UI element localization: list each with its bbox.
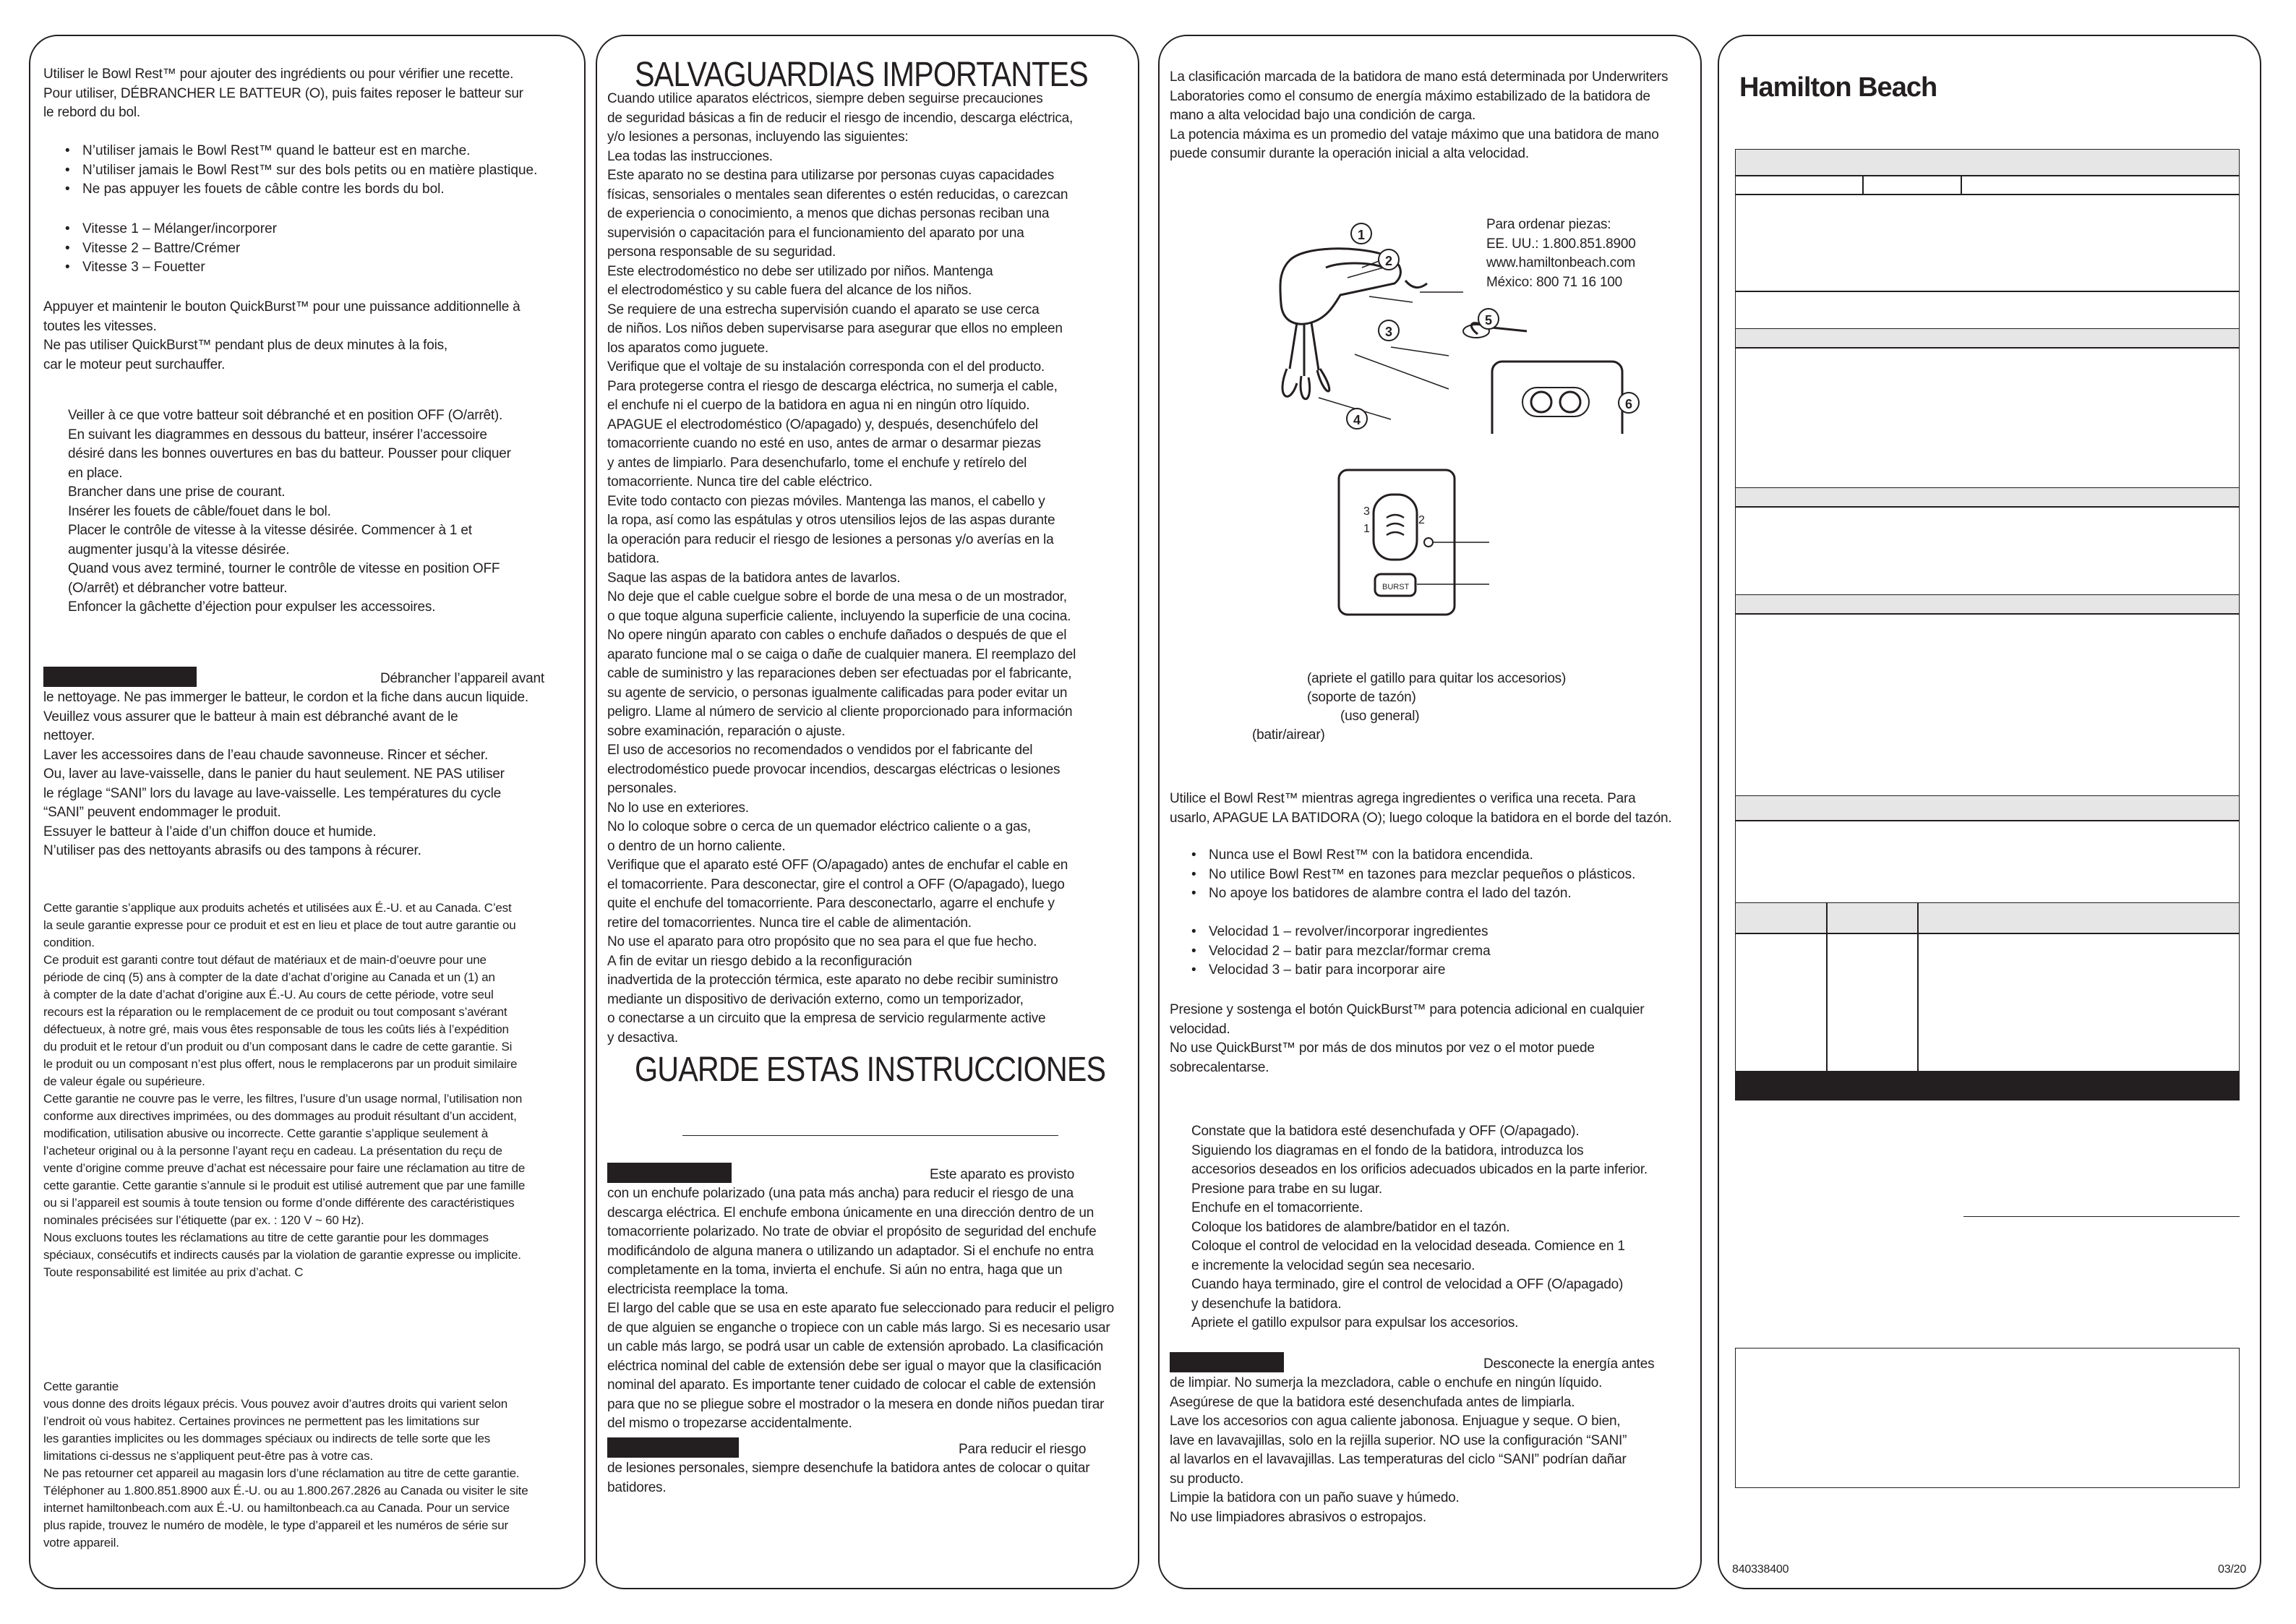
form-section-bar xyxy=(1735,328,2240,349)
form-table-col-divider xyxy=(1917,902,1919,1072)
legend-eject: (apriete el gatillo para quitar los accesorios) xyxy=(1307,671,1567,686)
part-number: 840338400 xyxy=(1732,1563,1789,1576)
legend-general-use: (uso general) xyxy=(1340,709,1420,724)
bowl-rest-bullets-es xyxy=(1183,846,1715,904)
list-item: • No apoye los batidores de alambre contra el lado del tazón. xyxy=(1209,884,1715,904)
legal-rights-fr: Cette garantie vous donne des droits légaux précis. Vous pouvez avoir d’autres droits qui varient selon l’endroit où vous habitez. Certaines provinces ne permettent pas les limitations sur les garanties implicites ou les dommages spéciaux ou indirects de telle sorte que les limitations ci-dessus ne s’appliquent peut-être pas à votre cas. Ne pas retourner cet appareil au magasin lors d’une réclamation au titre de cette garantie. Téléphoner au 1.800.851.8900 aux É.-U. ou au 1.800.267.2826 au Canada ou visiter le site internet hamiltonbeach.com aux É.-U. ou hamiltonbeach.ca au Canada. Pour un service plus rapide, trouvez le numéro de modèle, le type d’appareil et les numéros de série sur votre appareil. xyxy=(43,1380,528,1550)
legend-whip: (batir/airear) xyxy=(1252,727,1325,743)
list-item: • Vitesse 1 – Mélanger/incorporer xyxy=(82,220,588,239)
cleaning-es: de limpiar. No sumerja la mezcladora, cable o enchufe en ningún líquido. Asegúrese de que la batidora esté desenchufada antes de limpiarla. Lave los accesorios con agua caliente jabonosa. Enjuague y seque. O bien, lave en lavavajillas, solo en la rejilla superior. NO use la configuración “SANI” al lavarlos en el lavavajillas. Las temperaturas del ciclo “SANI” podrían dañar su producto. Limpie la batidora con un paño suave y húmedo. No use limpiadores abrasivos o estropajos. xyxy=(1170,1375,1627,1525)
list-item: • Vitesse 2 – Battre/Crémer xyxy=(82,239,588,259)
callout-1: 1 xyxy=(1350,223,1372,244)
section-bar-plug xyxy=(607,1163,732,1183)
speed-bullets-fr xyxy=(56,220,588,278)
callout-3: 3 xyxy=(1378,320,1400,341)
cleaning-lead-fr: Débrancher l’appareil avant xyxy=(380,671,544,686)
speed-bullets-es xyxy=(1183,923,1715,980)
save-instructions-heading: GUARDE ESTAS INSTRUCCIONES xyxy=(635,1051,1106,1089)
form-box-2 xyxy=(1735,291,2240,330)
callout-4: 4 xyxy=(1346,408,1368,429)
form-section-bar xyxy=(1735,594,2240,615)
section-bar-cleaning-es xyxy=(1170,1352,1284,1372)
panel-safeguards xyxy=(596,35,1139,1589)
callout-5: 5 xyxy=(1478,308,1499,330)
control-detail-box xyxy=(1492,362,1622,434)
list-item: • Velocidad 1 – revolver/incorporar ingredientes xyxy=(1209,923,1715,942)
form-section-bar xyxy=(1735,487,2240,508)
dial-mark-1: 1 xyxy=(1363,523,1370,535)
plug-text: con un enchufe polarizado (una pata más ancha) para reducir el riesgo de una descarga eléctrica. El enchufe embona únicamente en una dirección dentro de un tomacorriente polarizado. No trate de obviar el propósito de seguridad del enchufe modificándolo de alguna manera o utilizando un adaptador. Si el enchufe no entra completamente en la toma, invierta el enchufe. Si aún no entra, haga que un electricista reemplace la toma. El largo del cable que se usa en este aparato fue seleccionado para reducir el peligro de que alguien se enganche o tropiece con un cable más largo. Si es necesario usar un cable más largo, se podrá usar un cable de extensión aprobado. La clasificación eléctrica nominal del cable de extensión debe ser igual o mayor que la clasificación nominal del aparato. Es importante tener cuidado de colocar el cable de extensión para que no se pliegue sobre el mostrador o la mesera en donde niños puedan tirar del mismo o tropezarse accidentalmente. xyxy=(607,1186,1115,1431)
callout-2: 2 xyxy=(1378,249,1400,270)
form-box-5 xyxy=(1735,613,2240,797)
speed-dial xyxy=(1374,495,1417,560)
warranty-fr: Cette garantie s’applique aux produits achetés et utilisées aux É.-U. et au Canada. C’est la seule garantie expresse pour ce produit et est en lieu et place de tout autre garantie ou condition. Ce produit est garanti contre tout défaut de matériaux et de main-d’oeuvre pour une période de cinq (5) ans à compter de la date d’achat d’origine au Canada et un (1) an à compter de la date d’achat d’origine aux É.-U. Au cours de cette période, votre seul recours est la réparation ou le remplacement de ce produit ou tout composant s’avérant défectueux, à notre gré, mais vous êtes responsable de tous les coûts liés à l’expédition du produit et le retour d’un produit ou d’un composant dans le cadre de cette garantie. Si le produit ou un composant n’est plus offert, nous le remplacerons par un produit similaire de valeur égale ou supérieure. Cette garantie ne couvre pas le verre, les filtres, l’usure d’un usage normal, l’utilisation non conforme aux directives imprimées, ou des dommages au produit résultant d’un accident, modification, utilisation abusive ou incorrecte. Cette garantie s’applique seulement à l’acheteur original ou à la personne l’ayant reçu en cadeau. La présentation du reçu de vente d’origine comme preuve d’achat est nécessaire pour faire une réclamation au titre de cette garantie. Cette garantie s’annule si le produit est utilisé autrement que par une famille ou si l’appareil est soumis à toute tension ou forme d’onde différente des caractéristiques nominales précisées sur l’étiquette (par ex. : 120 V ~ 60 Hz). Nous excluons toutes les réclamations au titre de cette garantie pour les dommages spéciaux, consécutifs et indirects causés par la violation de garantie expresse ou implicite. Toute responsabilité est limitée au prix d’achat. C xyxy=(43,901,526,1279)
cleaning-fr: le nettoyage. Ne pas immerger le batteur, le cordon et la fiche dans aucun liquide. Veuillez vous assurer que le batteur à main est débranché avant de le nettoyer. Laver les accessoires dans de l’eau chaude savonneuse. Rincer et sécher. Ou, laver au lave-vaisselle, dans le panier du haut seulement. NE PAS utiliser le réglage “SANI” lors du lavage au lave-vaisselle. Les températures du cycle “SANI” peuvent endommager le produit. Essuyer le batteur à l’aide d’un chiffon douce et humide. N’utiliser pas des nettoyants abrasifs ou des tampons à récurer. xyxy=(43,690,528,858)
divider xyxy=(682,1135,1058,1136)
callout-6: 6 xyxy=(1618,392,1640,414)
quickburst-fr: Appuyer et maintenir le bouton QuickBurst™ pour une puissance additionnelle à toutes les vitesses. Ne pas utiliser QuickBurst™ pendant plus de deux minutes à la fois, car le moteur peut surchauffer. xyxy=(43,299,521,372)
injury-lead: Para reducir el riesgo xyxy=(959,1442,1087,1457)
form-header-bar xyxy=(1735,149,2240,176)
quickburst-es: Presione y sostenga el botón QuickBurst™ para potencia adicional en cualquier velocidad. No use QuickBurst™ por más de dos minutos por vez o el motor puede sobrecalentarse. xyxy=(1170,1002,1645,1075)
bowl-rest-intro-fr: Utiliser le Bowl Rest™ pour ajouter des ingrédients ou pour vérifier une recette. Pour utiliser, DÉBRANCHER LE BATTEUR (⭘), puis faites reposer le batteur sur le rebord du bol. xyxy=(43,67,523,120)
safeguards-list: Cuando utilice aparatos eléctricos, siempre deben seguirse precauciones de seguridad básicas a fin de reducir el riesgo de incendio, descarga eléctrica, y/o lesiones a personas, incluyendo las siguientes: Lea todas las instrucciones. Este aparato no se destina para utilizarse por personas cuyas capacidades físicas, sensoriales o mentales sean diferentes o estén reducidas, o carezcan de experiencia o conocimiento, a menos que dichas personas reciban una supervisión o capacitación para el funcionamiento del aparato por una persona responsable de su seguridad. Este electrodoméstico no debe ser utilizado por niños. Mantenga el electrodoméstico y su cable fuera del alcance de los niños. Se requiere de una estrecha supervisión cuando el aparato se use cerca de niños. Los niños deben supervisarse para asegurar que ellos no empleen los aparatos como juguete. Verifique que el voltaje de su instalación corresponda con el del producto. Para protegerse contra el riesgo de descarga eléctrica, no sumerja el cable, el enchufe ni el cuerpo de la batidora en agua ni en ningún otro líquido. APAGUE el electrodoméstico (⭘/apagado) y, después, desenchúfelo del tomacorriente cuando no esté en uso, antes de armar o desarmar piezas y antes de limpiarlo. Para desenchufarlo, tome el enchufe y retírelo del tomacorriente. Nunca tire del cable eléctrico. Evite todo contacto con piezas móviles. Mantenga las manos, el cabello y la ropa, así como las espátulas y otros utensilios lejos de las aspas durante la operación para reducir el riesgo de lesiones a personas y/o averías en la batidora. Saque las aspas de la batidora antes de lavarlos. No deje que el cable cuelgue sobre el borde de una mesa o de un mostrador, o que toque alguna superficie caliente, incluyendo la superficie de una cocina. No opere ningún aparato con cables o enchufe dañados o después de que el aparato funcione mal o se caiga o dañe de cualquier manera. El reemplazo del cable de suministro y las reparaciones deben ser efectuadas por el fabricante, su agente de servicio, o personas igualmente calificadas para poder evitar un peligro. Llame al número de servicio al cliente proporcionado para información sobre examinación, reparación o ajuste. El uso de accesorios no recomendados o vendidos por el fabricante del electrodoméstico puede provocar incendios, descargas eléctricas o lesiones personales. No lo use en exteriores. No lo coloque sobre o cerca de un quemador eléctrico caliente o a gas, o dentro de un horno caliente. Verifique que el aparato esté OFF (⭘/apagado) antes de enchufar el cable en el tomacorriente. Para desconectar, gire el control a OFF (⭘/apagado), luego quite el enchufe del tomacorriente. Para desconectarlo, agarre el enchufe y retire del tomacorrientes. Nunca tire el cable de alimentación. No use el aparato para otro propósito que no sea para el que fue hecho. A fin de evitar un riesgo debido a la reconfiguración inadvertida de la protección térmica, este aparato no debe recibir suministro mediante un dispositivo de derivación externo, como un temporizador, o conectarse a un circuito que la empresa de servicio regularmente active y desactiva. xyxy=(607,91,1076,1046)
list-item: • Velocidad 2 – batir para mezclar/formar crema xyxy=(1209,942,1715,962)
dial-mark-3: 3 xyxy=(1363,505,1370,518)
list-item: • N’utiliser jamais le Bowl Rest™ quand le batteur est en marche. xyxy=(82,142,588,161)
form-box-6 xyxy=(1735,820,2240,904)
section-bar-cleaning-fr xyxy=(43,667,197,687)
form-row-1-cell-divider xyxy=(1862,175,1864,195)
usage-steps-fr: Veiller à ce que votre batteur soit débranché et en position OFF (⭘/arrêt). En suivant les diagrammes en dessous du batteur, insérer l’accessoire désiré dans les bonnes ouvertures en bas du batteur. Pousser pour cliquer en place. Brancher dans une prise de courant. Insérer les fouets de câble/fouet dans le bol. Placer le contrôle de vitesse à la vitesse désirée. Commencer à 1 et augmenter jusqu’à la vitesse désirée. Quand vous avez terminé, tourner le contrôle de vitesse en position OFF (⭘/arrêt) et débrancher votre batteur. Enfoncer la gâchette d’éjection pour expulser les accessoires. xyxy=(68,408,511,615)
form-table-body xyxy=(1735,933,2240,1072)
form-table-col-divider xyxy=(1826,902,1828,1072)
form-footer-bar xyxy=(1735,1072,2240,1101)
panel-cover xyxy=(1718,35,2261,1589)
speed-control-diagram xyxy=(1337,469,1525,642)
form-section-bar xyxy=(1735,795,2240,821)
panel-french xyxy=(29,35,586,1589)
form-table-header xyxy=(1735,902,2240,934)
usage-steps-es: Constate que la batidora esté desenchufada y OFF (⭘/apagado). Siguiendo los diagramas en el fondo de la batidora, introduzca los accesorios deseados en los orificios adecuados ubicados en la parte inferior. Presione para trabe en su lugar. Enchufe en el tomacorriente. Coloque los batidores de alambre/batidor en el tazón. Coloque el control de velocidad en la velocidad deseada. Comience en 1 e incremente la velocidad según sea necesario. Cuando haya terminado, gire el control de velocidad a OFF (⭘/apagado) y desenchufe la batidora. Apriete el gatillo expulsor para expulsar los accesorios. xyxy=(1191,1124,1648,1330)
panel-spanish-use xyxy=(1158,35,1702,1589)
list-item: • N’utiliser jamais le Bowl Rest™ sur des bols petits ou en matière plastique. xyxy=(82,161,588,181)
form-box-3 xyxy=(1735,347,2240,489)
injury-text: de lesiones personales, siempre desenchufe la batidora antes de colocar o quitar batidores. xyxy=(607,1461,1090,1495)
list-item: • Velocidad 3 – batir para incorporar aire xyxy=(1209,961,1715,980)
signature-line xyxy=(1963,1216,2240,1217)
hamilton-beach-logo: Hamilton Beach xyxy=(1739,72,1937,103)
form-row-1-cell-divider xyxy=(1961,175,1962,195)
bowl-rest-bullets-fr xyxy=(56,142,588,200)
rating-text: La clasificación marcada de la batidora de mano está determinada por Underwriters Laboratories como el consumo de energía máximo estabilizado de la batidora de mano a alta velocidad bajo una condición de carga. La potencia máxima es un promedio del vataje máximo que una batidora de mano puede consumir durante la operación inicial a alta velocidad. xyxy=(1170,69,1669,161)
parts-ordering: Para ordenar piezas: EE. UU.: 1.800.851.8900 www.hamiltonbeach.com México: 800 71 16 100 xyxy=(1486,217,1636,290)
plug-lead: Este aparato es provisto xyxy=(930,1167,1075,1182)
form-box-1 xyxy=(1735,194,2240,292)
legend-bowl-rest: (soporte de tazón) xyxy=(1307,690,1416,705)
form-box-4 xyxy=(1735,506,2240,596)
dial-mark-2: 2 xyxy=(1418,514,1425,526)
list-item: • Nunca use el Bowl Rest™ con la batidora encendida. xyxy=(1209,846,1715,866)
form-row-1 xyxy=(1735,175,2240,195)
date-code: 03/20 xyxy=(2218,1563,2247,1576)
section-bar-injury xyxy=(607,1437,739,1458)
list-item: • Ne pas appuyer les fouets de câble contre les bords du bol. xyxy=(82,180,588,200)
burst-button-label: BURST xyxy=(1382,583,1410,591)
bowl-rest-intro-es: Utilice el Bowl Rest™ mientras agrega ingredientes o verifica una receta. Para usarlo, APAGUE LA BATIDORA (⭘); luego coloque la batidora en el borde del tazón. xyxy=(1170,791,1672,826)
mixer-diagram xyxy=(1239,217,1644,434)
list-item: • Vitesse 3 – Fouetter xyxy=(82,258,588,278)
safeguards-heading: SALVAGUARDIAS IMPORTANTES xyxy=(635,56,1088,94)
cleaning-lead-es: Desconecte la energía antes xyxy=(1483,1356,1655,1372)
list-item: • No utilice Bowl Rest™ en tazones para mezclar pequeños o plásticos. xyxy=(1209,866,1715,885)
notes-box xyxy=(1735,1348,2240,1488)
